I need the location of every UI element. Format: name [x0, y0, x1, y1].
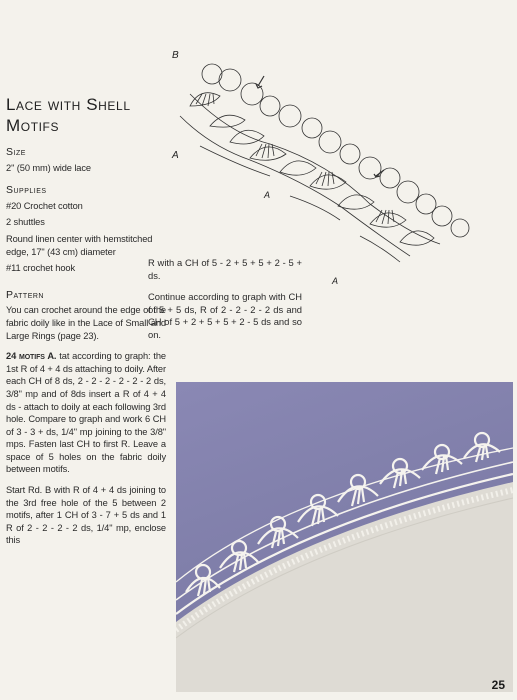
supply-item: #11 crochet hook [6, 263, 76, 274]
label-a-mid: A [264, 190, 271, 200]
label-a-left: A [172, 150, 179, 161]
pattern-motif-paragraph [6, 350, 166, 476]
tatting-diagram [170, 46, 470, 286]
right-text-1: R with a CH of 5 - 2 + 5 + 5 + 2 - 5 + ds. [148, 257, 302, 281]
right-column [148, 257, 302, 351]
supply-item: 2 shuttles [6, 217, 45, 228]
supply-item: Round linen center with hemstitched edge, 17" (43 cm) diameter [6, 233, 153, 257]
supply-item: #20 Crochet cotton [6, 200, 83, 211]
page-title: Lace with Shell Motifs [6, 95, 131, 135]
motif-text: tat according to graph: the 1st R of 4 + 4 ds attaching to doily. After each CH of 8 ds, 2 - 2 - 2 - 2 - 2 - 2 ds, 3/8" mp and of 8ds insert a R of 4 + 4 ds - attach to doily at each following 3rd hole. Compare to graph and work 6 CH of 3 - 3 + ds, 1/4" mp joining to the 3/8" mps. Fasten last CH to first R. Leave a space of 5 holes on the fabric doily between motifs. [6, 351, 166, 475]
page-number: 25 [491, 678, 505, 692]
lace-photo-illustration [176, 382, 513, 692]
label-a-right: A [332, 276, 339, 286]
pattern-round-b-paragraph: Start Rd. B with R of 4 + 4 ds joining to the 3rd free hole of the 5 between 2 motifs, after 1 CH of 3 - 7 + 5 ds and 1 R of 2 - 2 - 2 - 2 ds, 1/4" mp, enclose this [6, 485, 166, 546]
left-column [6, 94, 166, 551]
supplies-heading: Supplies [6, 184, 47, 197]
pattern-intro: You can crochet around the edge of the fabric doily like in the Lace of Small and Large Rings (page 23). [6, 305, 166, 341]
pattern-heading: Pattern [6, 288, 44, 301]
motif-lead: 24 motifs A. [6, 351, 57, 362]
size-heading: Size [6, 146, 26, 158]
lace-photo [176, 382, 513, 692]
size-text: 2" (50 mm) wide lace [6, 162, 91, 173]
right-text-2: Continue according to graph with CH of 5 + 5 ds, R of 2 - 2 - 2 - 2 ds and CH of 5 + 2 + 5 + 5 + 2 - 5 ds and so on. [148, 291, 302, 340]
label-b: B [172, 50, 179, 61]
